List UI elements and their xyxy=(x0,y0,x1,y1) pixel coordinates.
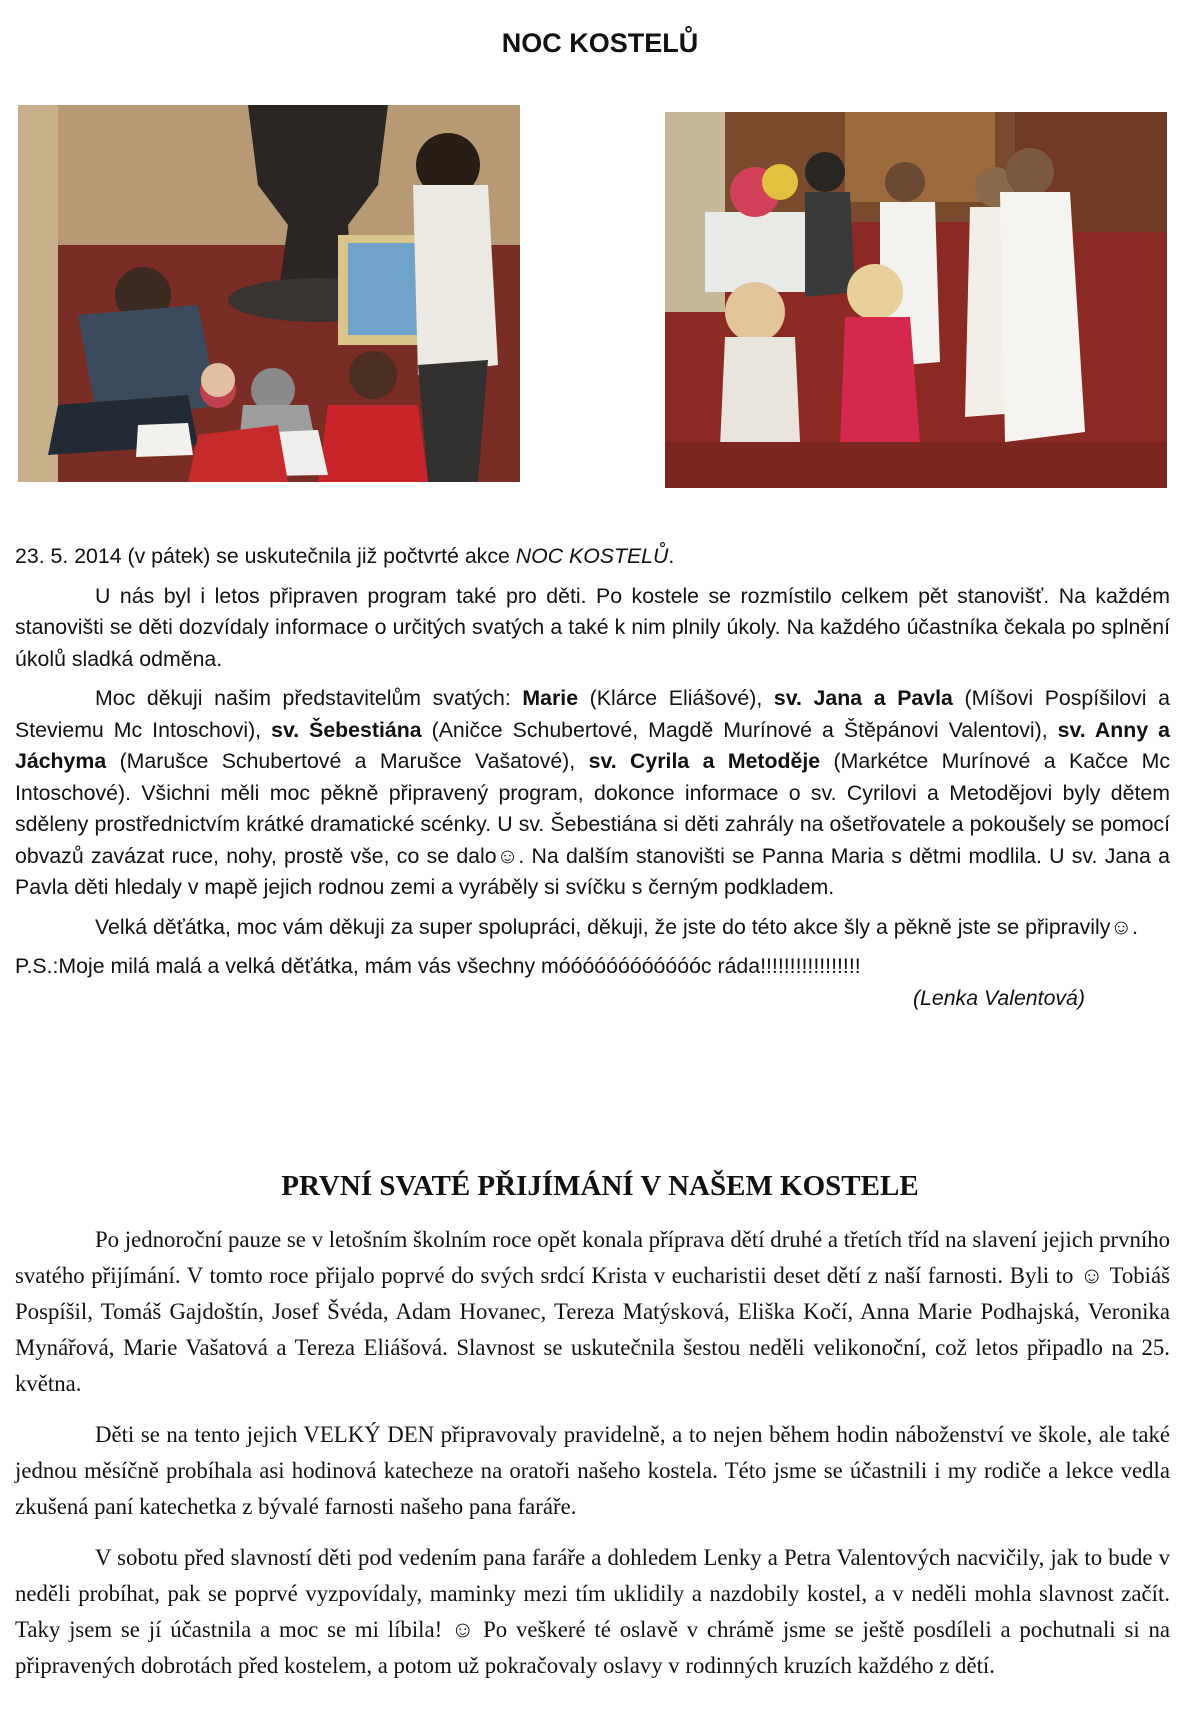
article-first-communion-body xyxy=(15,1222,1170,1699)
thanks-text-1: Moc děkuji našim představitelům svatých: xyxy=(95,686,523,710)
thanks-saint-5: sv. Cyrila a Metoděje xyxy=(588,749,821,773)
thanks-saint-4: sv. Anny a Jáchyma xyxy=(15,717,1171,773)
article-title-noc-kostelu: NOC KOSTELŮ xyxy=(501,28,699,58)
thanks-text-4: (Aničce Schubertové, Magdě Murínové a Štěpánovi Valentovi), xyxy=(421,717,1058,742)
photo-children-in-church xyxy=(665,112,1167,488)
thanks-text-2: (Klárce Eliášové), xyxy=(578,686,774,710)
paragraph-program: U nás byl i letos připraven program také pro děti. Po kostele se rozmístilo celkem pět stanovišť. Na každém stanovišti se děti dozvídaly informace o určitých svatých a také k nim plnily úkoly. Na každého účastníka čekala po splnění úkolů sladká odměna. xyxy=(15,583,1170,671)
thanks-saint-3: sv. Šebestiána xyxy=(271,717,422,742)
paragraph-communion-3: V sobotu před slavností děti pod vedením pana faráře a dohledem Lenky a Petra Valentových nacvičily, jak to bude v neděli probíhat, pak se poprvé vyzpovídaly, maminky mezi tím uklidily a nazdobily kostel, a v neděli mohla slavnost začít. Taky jsem se jí účastnila a moc se mi líbila! ☺ Po veškeré té oslavě v chrámě jsme se ještě posdíleli a pochutnali si na připravených dobrotách před kostelem, a potom už pokračovaly oslavy v rodinných kruzích každého z dětí. xyxy=(15,1545,1170,1678)
postscript: P.S.:Moje milá malá a velká děťátka, mám vás všechny móóóóóóóóóóóóc ráda!!!!!!!!!!!!!!!!! xyxy=(15,954,861,978)
photo-children-with-map xyxy=(18,105,520,482)
date-line-end: . xyxy=(668,544,675,568)
thanks-text-3: (Míšovi Pospíšilovi a Steviemu Mc Intoschovi), xyxy=(15,686,1170,742)
date-line-event: NOC KOSTELŮ xyxy=(515,544,669,568)
thanks-saint-1: Marie xyxy=(522,686,579,710)
paragraph-communion-2: Děti se na tento jejich VELKÝ DEN připravovaly pravidelně, a to nejen během hodin náboženství ve škole, ale také jednou měsíčně probíhala asi hodinová katecheze na oratoři našeho kostela. Této jsme se účastnili i my rodiče a lekce vedla zkušená paní katechetka z bývalé farnosti našeho pana faráře. xyxy=(15,1422,1170,1519)
article-noc-kostelu-body xyxy=(15,541,1170,1022)
paragraph-kids-thanks: Velká děťátka, moc vám děkuji za super spolupráci, děkuji, že jste do této akce šly a pěkně jste se připravily☺. xyxy=(95,914,1139,939)
thanks-saint-2: sv. Jana a Pavla xyxy=(773,686,953,710)
signature: (Lenka Valentová) xyxy=(912,985,1085,1010)
article-title-first-communion: PRVNÍ SVATÉ PŘIJÍMÁNÍ V NAŠEM KOSTELE xyxy=(281,1170,919,1202)
paragraph-communion-1: Po jednoroční pauze se v letošním školním roce opět konala příprava dětí druhé a třetích tříd na slavení jejich prvního svatého přijímání. V tomto roce přijalo poprvé do svých srdcí Krista v eucharistii deset dětí z naší farnosti. Byli to ☺ Tobiáš Pospíšil, Tomáš Gajdoštín, Josef Švéda, Adam Hovanec, Tereza Matýsková, Eliška Kočí, Anna Marie Podhajská, Veronika Mynářová, Marie Vašatová a Tereza Eliášová. Slavnost se uskutečnila šestou neděli velikonoční, což letos připadlo na 25. května. xyxy=(15,1227,1170,1396)
thanks-text-6: (Markétce Murínové a Kačce Mc Intoschové). Všichni měli moc pěkně připravený program, dokonce informace o sv. Cyrilovi a Metodějovi byly dětem sděleny prostřednictvím krátké dramatické scénky. U sv. Šebestiána si děti zahrály na ošetřovatele a pokoušely se pomocí obvazů zavázat ruce, nohy, prostě vše, co se dalo☺. Na dalším stanovišti se Panna Maria s dětmi modlila. U sv. Jana a Pavla děti hledaly v mapě jejich rodnou zemi a vyráběly si svíčku s černým podkladem. xyxy=(15,749,1170,899)
date-line-text: 23. 5. 2014 (v pátek) se uskutečnila již počtvrté akce xyxy=(15,544,516,568)
thanks-text-5: (Marušce Schubertové a Marušce Vašatové), xyxy=(106,749,589,773)
paragraph-thanks xyxy=(15,683,1170,904)
article-date-line xyxy=(15,541,1170,573)
